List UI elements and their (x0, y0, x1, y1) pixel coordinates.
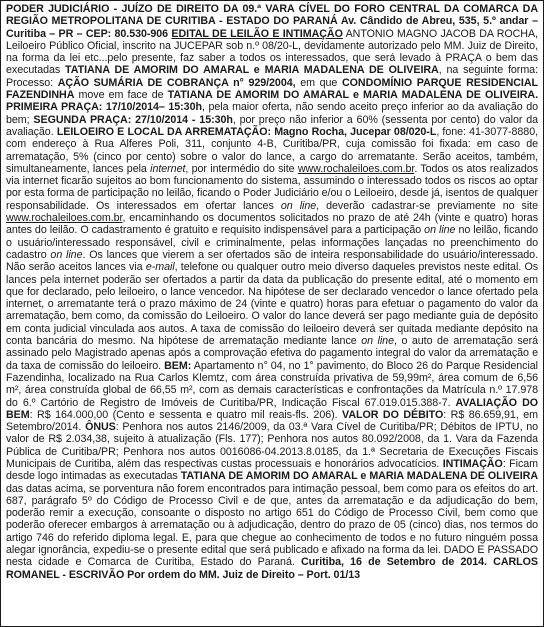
notice-text-segment: , encaminhando os documentos solicitados no prazo de até 24h (vinte e quatro) horas antes do leilão. O cadastramento é gratuito e requisito indispensável para a participação (6, 212, 538, 237)
notice-bold-segment: LEILOEIRO E LOCAL DA ARREMATAÇÃO: Magno Rocha, Jucepar 08/020-L (56, 125, 437, 138)
notice-text-segment: , na seguinte forma: Processo: (6, 64, 538, 89)
notice-text-segment: em que (295, 76, 342, 89)
notice-italic-term: internet (150, 162, 186, 175)
website-link[interactable]: www.rochaleiloes.com.br (6, 212, 123, 225)
notice-italic-term: on line (280, 199, 317, 212)
notice-text-segment: , pela maior oferta, não sendo aceito preço inferior ao da avaliação do bem; (6, 101, 539, 126)
notice-bold-segment: INTIMAÇÃO (442, 457, 503, 470)
notice-text-segment: : R$ 164.000,00 (Cento e sessenta e quatro mil reais-fls. 206). (29, 408, 343, 421)
notice-text-segment: , por preço não inferior a 60% (sessenta por cento) do valor da avaliação. (6, 113, 538, 138)
notice-text-segment: , fone: 41-3077-8880, com endereço à Rua Alferes Poli, 311, conjunto 4-B, Curitiba/PR, cuja comissão foi fixada: em caso de arrematação, 5% (cinco por cento) sobre o valor do lance, a cargo do arrematante. Serão aceitos, também, simultaneamente, lances pela (6, 125, 539, 175)
notice-bold-segment: TATIANA DE AMORIM DO AMARAL e MARIA MADALENA DE OLIVEIRA (65, 64, 439, 77)
notice-text-segment: : Penhora nos autos 2146/2009, da 03.ª Vara Cível de Curitiba/PR; Débitos de IPTU, no valor de R$ 2.034,38, sujeito à atualização (Fls. 177); Penhora nos autos 80.092/2008, da 1. Vara da Fazenda Pública de Curitiba/PR; Penhora nos autos 0016086-04.2013.8.0185, da 1.ª Secretaria de Execuções Fiscais Municipais de Curitiba, além das respectivas custas processuais e honorários advocatícios. (6, 421, 538, 470)
notice-text-segment: ANTONIO MAGNO JACOB DA ROCHA, Leiloeiro Público Oficial, inscrito na JUCEPAR sob n.º 08/20-L, devidamente autorizado pelo MM. Juiz de Direito, na forma da lei etc...pelo presente, faz saber a todos os interessados, que será levado à PRAÇA o bem das executadas (6, 27, 538, 77)
notice-bold-segment: AVALIAÇÃO DO BEM (6, 396, 539, 421)
notice-text-segment: move em face de (74, 89, 168, 102)
notice-text-segment: no leilão, ficando o usuário/interessado responsável, civil e criminalmente, pelas informações lançadas no preenchimento do cadastro (6, 224, 539, 261)
notice-bold-segment: Curitiba, 16 de Setembro de 2014. CARLOS ROMANEL - ESCRIVÃO Por ordem do MM. Juiz de Direito – Port. 01/13 (6, 556, 538, 581)
notice-text-segment: das datas acima, se porventura não forem encontrados para intimação pessoal, bem como para os efeitos do art. 687, parágrafo 5º do Código de Processo Civil e de que, antes da arrematação e da adjudicação do bem, poderão remir a execução, consoante o disposto no artigo 651 do Código de Processo Civil, bem como que poderão oferecer embargos à arrematação ou à adjudicação, dentro do prazo de 05 (cinco) dias, nos termos do artigo 746 do referido diploma legal. E, para que chegue ao conhecimento de todos e no futuro ninguém possa alegar ignorância, expediu-se o presente edital que será publicado e afixado na forma da lei. DADO E PASSADO nesta cidade e Comarca de Curitiba, Estado do Paraná. (6, 482, 538, 569)
notice-text-segment: Apartamento n° 04, no 1° pavimento, do Bloco 26 do Parque Residencial Fazendinha, localizado na Rua Carlos Klemtz, com área construída privativa de 59,99m², área comum de 6,56 m², área construída global de 66,55 m², com as demais características e confrontações da Matrícula n.º 17.978 do 6.º Cartório de Registro de Imóveis de Curitiba/PR, Indicação Fiscal 67.019.015.388-7. (6, 359, 538, 409)
website-link[interactable]: www.rochaleiloes.com.br (297, 162, 415, 175)
notice-bold-segment: VALOR DO DÉBITO (342, 408, 444, 421)
notice-text-segment: . Os lances que vierem a ser ofertados são de inteira responsabilidade do usuário/interessado. Não serão aceitos lances via (6, 248, 538, 274)
notice-text-segment: , o auto de arrematação será assinado pelo Magistrado apenas após a comprovação efetiva do pagamento integral do valor da arrematação e da taxa de comissão do leiloeiro. (6, 335, 538, 372)
notice-text-segment: , deverão cadastrar-se previamente no site (316, 199, 538, 212)
notice-bold-segment: BEM: (164, 359, 192, 372)
notice-bold-segment: AÇÃO SUMÁRIA DE COBRANÇA n° 929/2004, (57, 76, 296, 89)
notice-bold-segment: TATIANA DE AMORIM DO AMARAL e MARIA MADALENA DE OLIVEIRA. PRIMEIRA PRAÇA: 17/10/2014– 15:30h (6, 89, 538, 114)
auction-notice-text (6, 3, 538, 581)
notice-bold-segment: EDITAL DE LEILÃO E INTIMAÇÃO (171, 27, 343, 40)
notice-bold-segment: CONDOMÍNIO PARQUE RESIDENCIAL FAZENDINHA (6, 76, 538, 102)
notice-italic-term: e-mail (145, 261, 175, 274)
notice-bold-segment: TATIANA DE AMORIM DO AMARAL e MARIA MADALENA DE OLIVEIRA (180, 470, 538, 483)
notice-italic-term: on line (424, 224, 456, 237)
notice-italic-term: on line (361, 335, 394, 348)
notice-text-segment: , telefone ou qualquer outro meio diverso daqueles previstos neste edital. Os lances pela internet poderão ser ofertados a partir da data da publicação do presente edital, até o momento em que for declarado, pelo leiloeiro, o lance vencedor. Na hipótese de ser declarado vencedor o lance ofertado pela internet, o arrematante terá o prazo máximo de 24 (vinte e quatro) horas para efetuar o pagamento do valor da arrematação, bem como, da comissão do Leiloeiro. O valor do lance deverá ser pago mediante guia de depósito em conta judicial vinculada aos autos. A taxa de comissão do leiloeiro deverá ser quitada mediante depósito na conta bancária do mesmo. Na hipótese de arrematação mediante lance (6, 261, 539, 348)
notice-text-segment: . Todos os atos realizados via internet ficarão sujeitos ao bom funcionamento do sistema, assumindo o interessado todos os riscos ao optar por esta forma de participação no leilão, ficando o Poder Judiciário e/ou o Leiloeiro, desde já, isentos de qualquer responsabilidade. Os interessados em ofertar lances (6, 162, 539, 212)
notice-bold-segment: ÔNUS (85, 421, 116, 434)
notice-bold-segment: SEGUNDA PRAÇA: 27/10/2014 - 15:30h (33, 113, 233, 126)
notice-text-segment: , por intermédio do site (185, 162, 298, 175)
notice-text-segment: : Ficam desde logo intimadas as executadas (6, 457, 538, 483)
notice-text-segment: : R$ 86.659,91, em Setembro/2014. (6, 408, 538, 434)
notice-bold-segment: PODER JUDICIÁRIO - JUÍZO DE DIREITO DA 09.ª VARA CÍVEL DO FORO CENTRAL DA COMARCA DA REGIÃO METROPOLITANA DE CURITIBA - ESTADO DO PARANÁ Av. Cândido de Abreu, 535, 5.º andar – Curitiba – PR – CEP: 80.530-906 (6, 3, 538, 40)
notice-italic-term: on line (50, 248, 83, 261)
